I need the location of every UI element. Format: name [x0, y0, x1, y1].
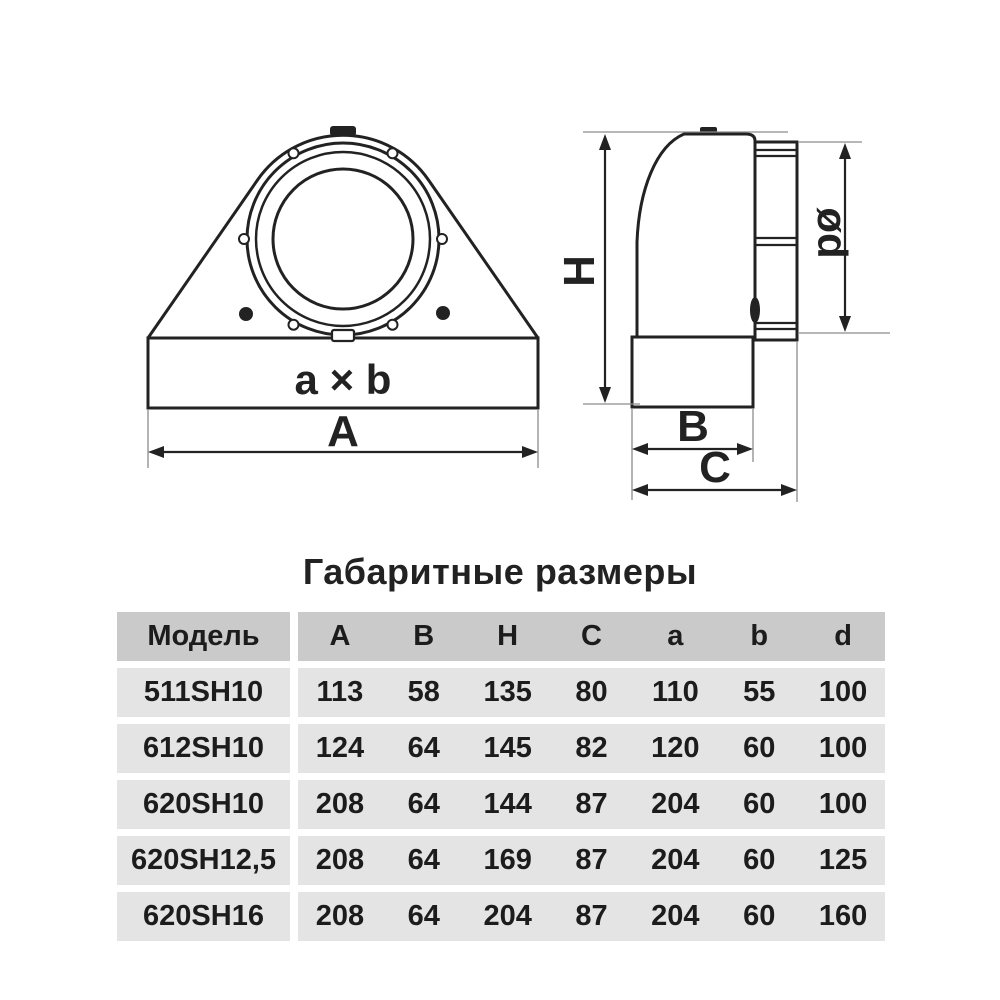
values-cell	[298, 780, 885, 829]
value-cell: 87	[575, 788, 608, 820]
header-col-H: H	[497, 620, 519, 652]
value-cell: 100	[818, 732, 868, 764]
values-cell	[298, 668, 885, 717]
header-model: Модель	[117, 612, 290, 661]
value-cell: 204	[651, 900, 700, 932]
flange-bore-circle	[273, 169, 413, 309]
value-cell: 64	[407, 732, 440, 764]
table-row	[117, 724, 885, 773]
value-cell: 204	[483, 900, 532, 932]
value-cell: 82	[575, 732, 608, 764]
side-top-tab	[700, 127, 717, 135]
value-cell: 120	[651, 732, 700, 764]
model-cell: 511SH10	[117, 668, 290, 717]
side-flat-socket	[632, 337, 753, 407]
screw-hole-right	[436, 306, 450, 320]
column-gap	[290, 724, 298, 773]
column-gap	[290, 780, 298, 829]
side-elbow-body	[637, 134, 755, 337]
header-values	[298, 612, 885, 661]
header-col-a: a	[667, 620, 684, 652]
model-cell: 612SH10	[117, 724, 290, 773]
dim-H-label: H	[555, 255, 604, 287]
value-cell: 60	[743, 844, 776, 876]
flange-top-tab	[330, 126, 356, 136]
side-round-spigot	[755, 142, 797, 340]
value-cell: 204	[651, 788, 700, 820]
value-cell: 144	[483, 788, 532, 820]
value-cell: 208	[315, 788, 365, 820]
value-cell: 64	[407, 788, 440, 820]
value-cell: 60	[743, 732, 776, 764]
front-view	[148, 126, 538, 468]
value-cell: 87	[575, 844, 608, 876]
dim-A-label: A	[327, 407, 359, 456]
header-col-B: B	[413, 620, 435, 652]
header-col-A: A	[329, 620, 351, 652]
value-cell: 124	[315, 732, 365, 764]
value-cell: 160	[818, 900, 868, 932]
values-cell	[298, 724, 885, 773]
dim-d-label: ød	[809, 207, 856, 259]
value-cell: 135	[483, 676, 532, 708]
value-cell: 208	[315, 900, 365, 932]
table-row	[117, 836, 885, 885]
header-col-d: d	[834, 620, 852, 652]
dimensions-table	[117, 612, 885, 948]
dim-A	[148, 407, 538, 468]
value-cell: 60	[743, 900, 776, 932]
dim-d	[799, 142, 890, 333]
front-duct-size-label: a × b	[294, 356, 392, 403]
side-view	[555, 127, 890, 502]
value-cell: 204	[651, 844, 700, 876]
model-cell: 620SH10	[117, 780, 290, 829]
table-row	[117, 780, 885, 829]
value-cell: 58	[407, 676, 440, 708]
header-col-C: C	[581, 620, 602, 652]
header-col-b: b	[750, 620, 769, 652]
flange-bottom-tab	[332, 330, 354, 341]
table-row	[117, 892, 885, 941]
value-cell: 64	[407, 900, 440, 932]
column-gap	[290, 612, 298, 661]
value-cell: 55	[743, 676, 776, 708]
table-header-row	[117, 612, 885, 661]
value-cell: 87	[575, 900, 608, 932]
value-cell: 145	[483, 732, 532, 764]
dim-B-label: B	[677, 402, 709, 451]
values-cell	[298, 892, 885, 941]
column-gap	[290, 668, 298, 717]
value-cell: 113	[316, 676, 364, 708]
table-row	[117, 668, 885, 717]
value-cell: 208	[315, 844, 365, 876]
side-snap-bump	[750, 297, 760, 323]
dim-B	[632, 402, 753, 500]
values-cell	[298, 836, 885, 885]
value-cell: 64	[407, 844, 440, 876]
model-cell: 620SH12,5	[117, 836, 290, 885]
value-cell: 100	[818, 676, 868, 708]
value-cell: 60	[743, 788, 776, 820]
column-gap	[290, 836, 298, 885]
dim-C-label: C	[699, 443, 731, 492]
column-gap	[290, 892, 298, 941]
model-cell: 620SH16	[117, 892, 290, 941]
value-cell: 110	[651, 676, 699, 708]
value-cell: 125	[818, 844, 868, 876]
screw-hole-left	[239, 307, 253, 321]
value-cell: 100	[818, 788, 868, 820]
value-cell: 80	[575, 676, 608, 708]
table-title: Габаритные размеры	[302, 551, 698, 592]
value-cell: 169	[483, 844, 532, 876]
